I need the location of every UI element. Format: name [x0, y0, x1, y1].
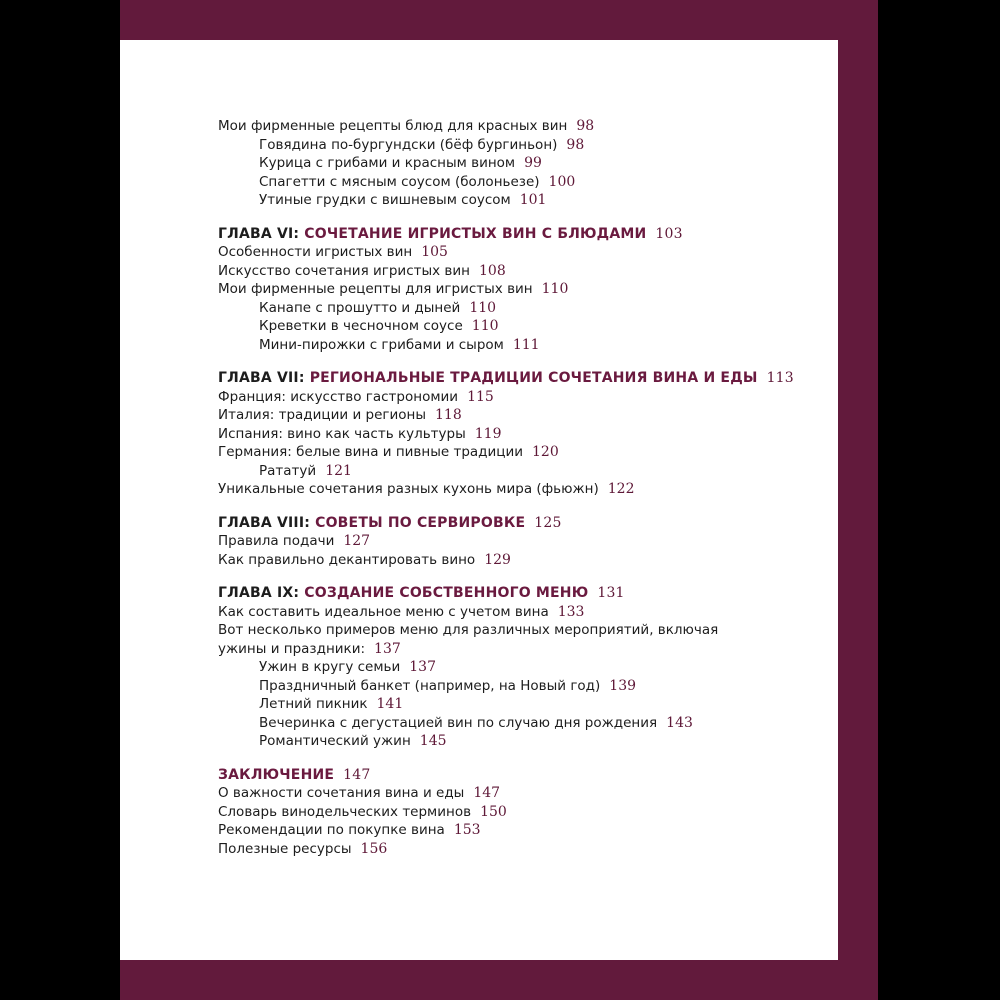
entry-title: Италия: традиции и регионы [218, 407, 426, 423]
toc-entry[interactable] [218, 388, 778, 407]
toc-section [218, 117, 778, 210]
entry-title: Вот несколько примеров меню для различных мероприятий, включая ужины и праздники: [218, 622, 719, 657]
toc-entry[interactable] [218, 603, 778, 622]
toc-section [218, 225, 778, 355]
page-number: 118 [435, 407, 462, 423]
chapter-heading[interactable] [218, 225, 778, 244]
entry-title: Как составить идеальное меню с учетом вина [218, 603, 549, 620]
toc-section [218, 369, 794, 499]
toc-entry[interactable] [218, 243, 778, 262]
page-number: 133 [557, 603, 585, 620]
chapter-title: РЕГИОНАЛЬНЫЕ ТРАДИЦИИ СОЧЕТАНИЯ ВИНА И ЕДЫ [309, 370, 758, 386]
page-number: 120 [532, 444, 559, 460]
chapter-heading[interactable] [218, 584, 778, 603]
page-number: 110 [541, 281, 569, 297]
entry-title: Романтический ужин [259, 733, 411, 749]
chapter-title: СОЧЕТАНИЕ ИГРИСТЫХ ВИН С БЛЮДАМИ [304, 225, 647, 242]
toc-subentry[interactable] [218, 714, 778, 733]
page-number: 101 [519, 192, 547, 208]
entry-title: Канапе с прошутто и дыней [259, 299, 461, 316]
entry-title: Полезные ресурсы [218, 840, 352, 857]
page-number: 111 [512, 336, 540, 353]
toc-subentry[interactable] [218, 191, 778, 210]
toc-entry[interactable] [218, 262, 778, 281]
toc-entry[interactable] [218, 280, 778, 299]
entry-title: Ужин в кругу семьи [259, 659, 401, 675]
chapter-title: ЗАКЛЮЧЕНИЕ [218, 766, 335, 783]
toc-section [218, 514, 778, 570]
page-number: 127 [343, 533, 371, 549]
chapter-heading[interactable] [218, 514, 778, 533]
page-number: 105 [421, 244, 448, 260]
page-number: 145 [419, 733, 447, 749]
toc-entry[interactable] [218, 480, 778, 499]
toc-section [218, 584, 778, 751]
entry-title: Словарь винодельческих терминов [218, 803, 472, 820]
toc-entry[interactable] [218, 621, 758, 658]
toc-entry[interactable] [218, 406, 778, 425]
page-number: 137 [409, 659, 436, 675]
page-number: 129 [484, 551, 511, 568]
toc-subentry[interactable] [218, 136, 778, 155]
chapter-number: ГЛАВА IX: [218, 585, 305, 601]
entry-title: Мини-пирожки с грибами и сыром [259, 336, 504, 353]
page-number: 150 [480, 803, 507, 820]
page-number: 108 [479, 262, 506, 279]
entry-title: Спагетти с мясным соусом (болоньезе) [259, 173, 540, 190]
page-number: 156 [360, 840, 388, 857]
page-number: 98 [566, 136, 585, 153]
entry-title: Мои фирменные рецепты блюд для красных вин [218, 118, 568, 134]
entry-title: Как правильно декантировать вино [218, 551, 476, 568]
page-number: 119 [474, 425, 502, 442]
entry-title: Рекомендации по покупке вина [218, 822, 445, 838]
chapter-number: ГЛАВА VII: [218, 370, 310, 386]
page-number: 147 [473, 785, 501, 801]
entry-title: Летний пикник [259, 696, 368, 712]
page-number: 113 [766, 370, 794, 386]
toc-subentry[interactable] [218, 677, 778, 696]
page-number: 131 [597, 585, 625, 601]
page-number: 98 [576, 118, 595, 134]
chapter-number: ГЛАВА VIII: [218, 514, 316, 531]
toc-subentry[interactable] [218, 336, 778, 355]
toc-subentry[interactable] [218, 173, 778, 192]
entry-title: Искусство сочетания игристых вин [218, 262, 470, 279]
page-number: 153 [453, 822, 481, 838]
toc-subentry[interactable] [218, 695, 778, 714]
entry-title: Испания: вино как часть культуры [218, 425, 466, 442]
toc-subentry[interactable] [218, 462, 778, 481]
entry-title: Германия: белые вина и пивные традиции [218, 444, 524, 460]
chapter-heading[interactable] [218, 369, 794, 388]
toc-entry[interactable] [218, 425, 778, 444]
toc-subentry[interactable] [218, 658, 778, 677]
entry-title: Франция: искусство гастрономии [218, 388, 459, 405]
toc-subentry[interactable] [218, 732, 778, 751]
page-number: 125 [534, 514, 562, 531]
entry-title: Мои фирменные рецепты для игристых вин [218, 281, 533, 297]
entry-title: Креветки в чесночном соусе [259, 318, 463, 334]
toc-subentry[interactable] [218, 299, 778, 318]
toc-subentry[interactable] [218, 154, 778, 173]
toc-entry[interactable] [218, 840, 778, 859]
page-number: 103 [655, 225, 683, 242]
page-number: 110 [471, 318, 499, 334]
toc-page [120, 40, 838, 960]
toc-entry[interactable] [218, 803, 778, 822]
toc-entry[interactable] [218, 821, 778, 840]
page-number: 147 [343, 766, 371, 783]
entry-title: Говядина по-бургундски (бёф бургиньон) [259, 136, 558, 153]
entry-title: Уникальные сочетания разных кухонь мира (фьюжн) [218, 481, 599, 497]
toc-entry[interactable] [218, 532, 778, 551]
chapter-number: ГЛАВА VI: [218, 225, 305, 242]
page-number: 141 [376, 696, 404, 712]
page-number: 121 [325, 462, 352, 479]
page-number: 143 [666, 714, 693, 731]
toc-subentry[interactable] [218, 317, 778, 336]
entry-title: О важности сочетания вина и еды [218, 785, 465, 801]
entry-title: Вечеринка с дегустацией вин по случаю дня рождения [259, 714, 658, 731]
entry-title: Особенности игристых вин [218, 244, 413, 260]
toc-entry[interactable] [218, 117, 778, 136]
toc-entry[interactable] [218, 551, 778, 570]
page-number: 99 [524, 155, 542, 171]
entry-title: Праздничный банкет (например, на Новый год) [259, 677, 601, 694]
chapter-title: СОЗДАНИЕ СОБСТВЕННОГО МЕНЮ [304, 585, 589, 601]
toc-section [218, 766, 778, 859]
entry-title: Правила подачи [218, 533, 335, 549]
page-number: 139 [609, 677, 637, 694]
entry-title: Курица с грибами и красным вином [259, 155, 516, 171]
page-number: 110 [469, 299, 497, 316]
page-number: 122 [607, 481, 635, 497]
table-of-contents [218, 117, 794, 873]
entry-title: Рататуй [259, 462, 317, 479]
entry-title: Утиные грудки с вишневым соусом [259, 192, 511, 208]
page-number: 100 [548, 173, 576, 190]
toc-entry[interactable] [218, 443, 778, 462]
page-number: 115 [467, 388, 494, 405]
page-number: 137 [374, 640, 401, 657]
chapter-heading[interactable] [218, 766, 778, 785]
chapter-title: СОВЕТЫ ПО СЕРВИРОВКЕ [315, 514, 526, 531]
toc-entry[interactable] [218, 784, 778, 803]
